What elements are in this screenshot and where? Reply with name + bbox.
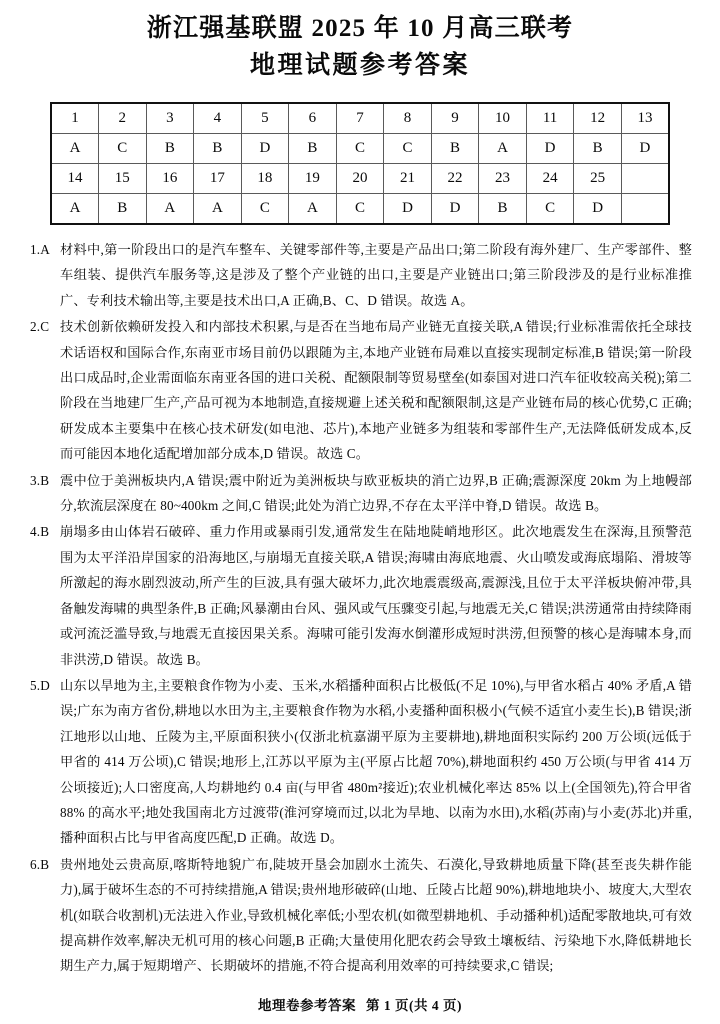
answer-letter-cell: B — [574, 134, 622, 164]
answer-letter-cell: A — [146, 194, 194, 225]
answer-table-container — [0, 102, 720, 225]
answer-key-table — [50, 102, 670, 225]
question-number-cell: 15 — [99, 164, 147, 194]
explanation-item — [30, 852, 692, 979]
answer-letter-cell: B — [479, 194, 527, 225]
answer-letter-cell: B — [431, 134, 479, 164]
explanation-number: 5.D — [30, 677, 50, 693]
question-number-cell: 14 — [51, 164, 99, 194]
question-number-cell: 6 — [289, 103, 337, 134]
table-cell-empty — [621, 164, 669, 194]
answer-letter-cell: A — [289, 194, 337, 225]
answer-letter-cell: D — [526, 134, 574, 164]
explanation-number: 3.B — [30, 472, 50, 488]
question-number-cell: 1 — [51, 103, 99, 134]
footer-label: 地理卷参考答案 — [258, 998, 356, 1013]
question-number-cell: 19 — [289, 164, 337, 194]
answer-letter-cell: D — [241, 134, 289, 164]
page-title-sub: 地理试题参考答案 — [249, 52, 470, 79]
explanation-item — [30, 314, 692, 466]
question-number-cell: 9 — [431, 103, 479, 134]
answer-letter-cell: C — [99, 134, 147, 164]
explanation-item — [30, 673, 692, 851]
question-number-cell: 2 — [99, 103, 147, 134]
table-row — [51, 194, 669, 225]
question-number-cell: 8 — [384, 103, 432, 134]
explanation-item — [30, 468, 692, 519]
page-footer — [0, 994, 720, 1014]
explanations-list — [0, 237, 720, 979]
question-number-cell: 22 — [431, 164, 479, 194]
question-number-cell: 11 — [526, 103, 574, 134]
answer-table-body — [51, 103, 669, 224]
page-title-main: 浙江强基联盟 2025 年 10 月高三联考 — [146, 15, 574, 42]
explanation-text: 技术创新依赖研发投入和内部技术积累,与是否在当地布局产业链无直接关联,A 错误;行业标准需依托全球技术话语权和国际合作,东南亚市场目前仍以跟随为主,本地产业链布局难以直接实现制定标准,B 错误;第一阶段出口成品时,企业需面临东南亚各国的进口关税、配额限制等贸易壁垒(如泰国对进口汽车征收较高关税);第二阶段在当地建厂生产,产品可视为本地制造,直接规避上述关税和配额限制,这是产业链布局的核心优势,C 正确;研发成本主要集中在核心技术研发(如电池、芯片),本地产业链多为组装和零部件生产,无法降低研发成本,反而可能因本地化适配增加部分成本,D 错误。故选 C。 — [60, 319, 692, 462]
question-number-cell: 13 — [621, 103, 669, 134]
footer-page-number: 第 1 页(共 4 页) — [366, 998, 462, 1013]
explanation-text: 崩塌多由山体岩石破碎、重力作用或暴雨引发,通常发生在陆地陡峭地形区。此次地震发生在深海,且预警范围为太平洋沿岸国家的沿海地区,与崩塌无直接关联,A 错误;海啸由海底地震、火山喷发或海底塌陷、滑坡等所激起的海水剧烈波动,所产生的巨波,具有强大破坏力,此次地震震级高,震源浅,且位于太平洋板块俯冲带,具备触发海啸的典型条件,B 正确;风暴潮由台风、强风或气压骤变引起,与地震无关,C 错误;洪涝通常由持续降雨或河流泛滥导致,与地震无直接因果关系。海啸可能引发海水倒灌形成短时洪涝,但预警的核心是海啸本身,而非洪涝,D 错误。故选 B。 — [60, 524, 692, 667]
explanation-item — [30, 519, 692, 671]
answer-letter-cell: A — [51, 134, 99, 164]
question-number-cell: 7 — [336, 103, 384, 134]
explanation-text: 震中位于美洲板块内,A 错误;震中附近为美洲板块与欧亚板块的消亡边界,B 正确;震源深度 20km 为上地幔部分,软流层深度在 80~400km 之间,C 错误;此处为消亡边界,不存在太平洋中脊,D 错误。故选 B。 — [60, 472, 692, 514]
question-number-cell: 5 — [241, 103, 289, 134]
table-row — [51, 164, 669, 194]
answer-letter-cell: A — [51, 194, 99, 225]
answer-letter-cell: B — [194, 134, 242, 164]
answer-letter-cell: B — [146, 134, 194, 164]
table-cell-empty — [621, 194, 669, 225]
answer-letter-cell: C — [526, 194, 574, 225]
question-number-cell: 10 — [479, 103, 527, 134]
question-number-cell: 4 — [194, 103, 242, 134]
table-row — [51, 103, 669, 134]
question-number-cell: 20 — [336, 164, 384, 194]
answer-letter-cell: A — [194, 194, 242, 225]
table-row — [51, 134, 669, 164]
answer-letter-cell: C — [384, 134, 432, 164]
explanation-number: 4.B — [30, 524, 50, 540]
question-number-cell: 21 — [384, 164, 432, 194]
question-number-cell: 12 — [574, 103, 622, 134]
answer-letter-cell: B — [99, 194, 147, 225]
answer-letter-cell: D — [384, 194, 432, 225]
question-number-cell: 24 — [526, 164, 574, 194]
explanation-number: 6.B — [30, 856, 50, 872]
explanation-number: 2.C — [30, 319, 50, 335]
answer-letter-cell: C — [336, 194, 384, 225]
question-number-cell: 3 — [146, 103, 194, 134]
question-number-cell: 18 — [241, 164, 289, 194]
explanation-text: 山东以旱地为主,主要粮食作物为小麦、玉米,水稻播种面积占比极低(不足 10%),与甲省水稻占 40% 矛盾,A 错误;广东为南方省份,耕地以水田为主,主要粮食作物为水稻,小麦播种面积极小(气候不适宜小麦生长),B 错误;浙江地形以山地、丘陵为主,平原面积狭小(仅浙北杭嘉湖平原为主要耕地),耕地面积实际约 200 万公顷(远低于甲省的 414 万公顷),C 错误;地形上,江苏以平原为主(平原占比超 70%),耕地面积约 450 万公顷(与甲省 414 万公顷接近);人口密度高,人均耕地约 0.4 亩(与甲省 480m²接近);农业机械化率达 85% 以上(全国领先),符合甲省 88% 的高水平;地处我国南北方过渡带(淮河穿境而过,以北为旱地、以南为水田),水稻(苏南)与小麦(苏北)并重,播种面积占比与甲省高度匹配,D 正确。故选 D。 — [60, 677, 692, 846]
answer-letter-cell: A — [479, 134, 527, 164]
explanation-number: 1.A — [30, 242, 50, 257]
title-block — [0, 0, 720, 84]
answer-letter-cell: C — [241, 194, 289, 225]
answer-letter-cell: D — [431, 194, 479, 225]
answer-letter-cell: D — [621, 134, 669, 164]
question-number-cell: 16 — [146, 164, 194, 194]
explanation-text: 材料中,第一阶段出口的是汽车整车、关键零部件等,主要是产品出口;第二阶段有海外建厂、生产零部件、整车组装、提供汽车服务等,这是涉及了整个产业链的出口,主要是产业链出口;第三阶段涉及的是行业标准推广、专利技术输出等,主要是技术出口,A 正确,B、C、D 错误。故选 A。 — [60, 242, 692, 308]
answer-letter-cell: C — [336, 134, 384, 164]
explanation-item — [30, 237, 692, 313]
question-number-cell: 17 — [194, 164, 242, 194]
answer-letter-cell: B — [289, 134, 337, 164]
question-number-cell: 25 — [574, 164, 622, 194]
answer-letter-cell: D — [574, 194, 622, 225]
explanation-text: 贵州地处云贵高原,喀斯特地貌广布,陡坡开垦会加剧水土流失、石漠化,导致耕地质量下降(甚至丧失耕作能力),属于破坏生态的不可持续措施,A 错误;贵州地形破碎(山地、丘陵占比超 90%),耕地地块小、坡度大,大型农机(如联合收割机)无法进入作业,导致机械化率低;小型农机(如微型耕地机、手动播种机)适配零散地块,可有效提高耕作效率,解决无机可用的核心问题,B 正确;大量使用化肥农药会导致土壤板结、污染地下水,降低耕地长期生产力,属于短期增产、长期破坏的措施,不符合提高利用效率的可持续要求,C 错误; — [60, 856, 692, 974]
question-number-cell: 23 — [479, 164, 527, 194]
